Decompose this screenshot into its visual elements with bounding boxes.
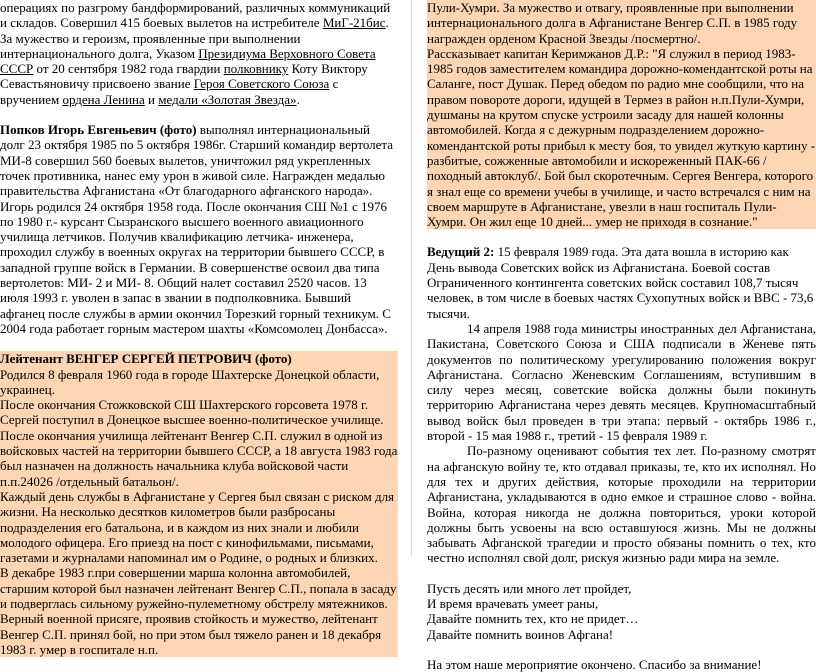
- kot-biography-paragraph: операциях по разгрому бандформирований, различных коммуникаций и складов. Совершил 415 боевых вылетов на истребителе МиГ-21бис. За мужество и героизм, проявленные при выполнении интернационального долга, Указом Президиума Верховного Совета СССР от 20 сентября 1982 года гвардии полковнику Коту Виктору Севастьяновичу присвоено звание Героя Советского Союза с вручением ордена Ленина и медали «Золотая Звезда».: [0, 0, 391, 107]
- link-gold-star[interactable]: медали «Золотая Звезда»: [158, 91, 297, 107]
- link-mig21bis[interactable]: МиГ-21бис: [322, 15, 386, 31]
- right-column: [427, 0, 816, 672]
- poem-line: Пусть десять или много лет пройдет,: [427, 580, 632, 596]
- presenter-2-paragraph: Ведущий 2: 15 февраля 1989 года. Эта дата вошла в историю как День вывода Советских войск из Афганистана. Боевой состав Ограниченного контингента советских войск составил 108,7 тысяч человек, в том числе в боевых частях Сухопутных войск и ВВС - 73,6 тысячи.: [427, 244, 814, 321]
- popkov-biography-paragraph: Попков Игорь Евгеньевич (фото) выполнял интернациональный долг 23 октября 1985 по 5 октября 1986г. Старший командир вертолета МИ-8 совершил 560 боевых вылетов, уничтожил ряд укрепленных точек противника, нанес ему урон в живой силе. Награжден медалью правительства Афганистана «От благодарного афганского народа». Игорь родился 24 октября 1958 года. После окончания СШ №1 с 1976 по 1980 г.- курсант Сызранского высшего военного авиационного училища летчиков. Получив квалификацию летчика- инженера, проходил службу в военных округах на территории бывшего СССР, в западной группе войск в Германии. В совершенстве освоил два типа вертолетов: МИ- 2 и МИ- 8. Общий налет составил 2520 часов. 13 июля 1993 г. уволен в запас в звании в подполковника. Бывший афганец после службы в армии окончил Торезкий горный техникум. С 2004 года работает горным мастером шахты «Комсомолец Донбасса».: [0, 122, 394, 336]
- venger-birth: Родился 8 февраля 1960 года в городе Шахтерске Донецкой области, украинец.: [0, 366, 380, 397]
- memory-paragraph: По-разному оценивают события тех лет. По-разному смотрят на афганскую войну те, кто отдавал приказы, те, кто их исполнял. Но для тех и других действия, которые проходили на территории Афганистана, укладываются в одно емкое и страшное слово - война. Война, которая никогда не должна повториться, уроки которой должны быть усвоены на всю оставшуюся жизнь. Мы не должны забывать Афганской трагедии и просто обязаны помнить о тех, кто честно исполнял свой долг, рискуя жизнью ради мира на земле.: [427, 443, 816, 566]
- poem-line: Давайте помнить воинов Афгана!: [427, 626, 614, 642]
- venger-highlighted-section: [0, 351, 398, 657]
- poem: [427, 581, 816, 642]
- venger-education-paragraph: После окончания Стожковской СШ Шахтерского горсовета 1978 г. Сергей поступил в Донецкое высшее военно-политическое училище. После окончания училища лейтенант Венгер С.П. служил в одной из войсковых частей на территории бывшего СССР, а 18 августа 1983 года был назначен на должность начальника клуба войсковой части п.п.24026 /отдельный батальон/.: [0, 397, 398, 489]
- closing-line: На этом наше мероприятие окончено. Спасибо за внимание!: [427, 656, 762, 672]
- venger-death-paragraph: В декабре 1983 г.при совершении марша колонна автомобилей, старшим которой был назначен лейтенант Венгер С.П., попала в засаду и подверглась сильному ружейно-пулеметному обстрелу мятежников. Верный военной присяге, проявив стойкость и мужество, лейтенант Венгер С.П. принял бой, но при этом был тяжело ранен и 18 декабря 1983 г. умер в госпитале н.п.: [0, 565, 397, 657]
- venger-continued-section: [427, 0, 816, 229]
- venger-service-paragraph: Каждый день службы в Афганистане у Сергея был связан с риском для жизни. На несколько десятков километров были разбросаны подразделения его батальона, и в каждом из них знали и любили молодого офицера. Его приезд на пост с кинофильмами, письмами, газетами и журналами напоминал им о Родине, о родных и близких.: [0, 488, 395, 566]
- geneva-accords-paragraph: 14 апреля 1988 года министры иностранных дел Афганистана, Пакистана, Советского Союза и США подписали в Женеве пять документов по политическому урегулированию положения вокруг Афганистана. Согласно Женевским Соглашениям, вступившим в силу через месяц, советские войска должны были покинуть территорию Афганистана через девять месяцев. Крупномасштабный вывод войск был проведен в три этапа: первый - октябрь 1986 г., второй - 15 мая 1988 г., третий - 15 февраля 1989 г.: [427, 320, 816, 444]
- link-colonel[interactable]: полковнику: [223, 61, 289, 77]
- venger-title: Лейтенант ВЕНГЕР СЕРГЕЙ ПЕТРОВИЧ (фото): [0, 351, 292, 367]
- link-hero-ussr[interactable]: Героя Советского Союза: [193, 76, 330, 92]
- link-order-lenin[interactable]: ордена Ленина: [62, 91, 145, 107]
- column-divider: [411, 0, 412, 556]
- presenter-2-label: Ведущий 2:: [427, 244, 495, 260]
- link-presidium[interactable]: Президиума Верховного Совета СССР: [0, 45, 376, 77]
- poem-line: И время врачевать умеет раны,: [427, 595, 599, 611]
- poem-line: Давайте помнить тех, кто не придет…: [427, 611, 639, 627]
- venger-award-paragraph: Пули-Хумри. За мужество и отвагу, проявленные при выполнении интернационального долга в Афганистане Венгер С.П. в 1985 году награжден орденом Красной Звезды /посмертно/.: [427, 0, 798, 46]
- kerimzhanov-story-paragraph: Рассказывает капитан Керимжанов Д.Р.: "Я служил в период 1983-1985 годов заместителем командира дорожно-комендантской роты на Саланге, пост Душак. Перед обедом по радио мне сообщили, что на правом повороте дороги, идущей в Термез в район н.п.Пули-Хумри, душманы на крутом спуске устроили засаду для нашей колонны автомобилей. Когда я с дежурным подразделением дорожно-комендантской роты прибыл к месту боя, то увидел жуткую картину - разбитые, сожженные автомобили и искореженный ПАК-66 /походный автоклуб/. Бой был скоротечным. Сергея Венгера, которого я знал еще со времени учебы в училище, и часто встречался с ним на своем маршруте в Афганистане, увезли в наш госпиталь Пули-Хумри. Он жил еще 10 дней... умер не приходя в сознание.": [427, 45, 816, 230]
- popkov-name: Попков Игорь Евгеньевич (фото): [0, 122, 197, 138]
- left-column: [0, 0, 398, 657]
